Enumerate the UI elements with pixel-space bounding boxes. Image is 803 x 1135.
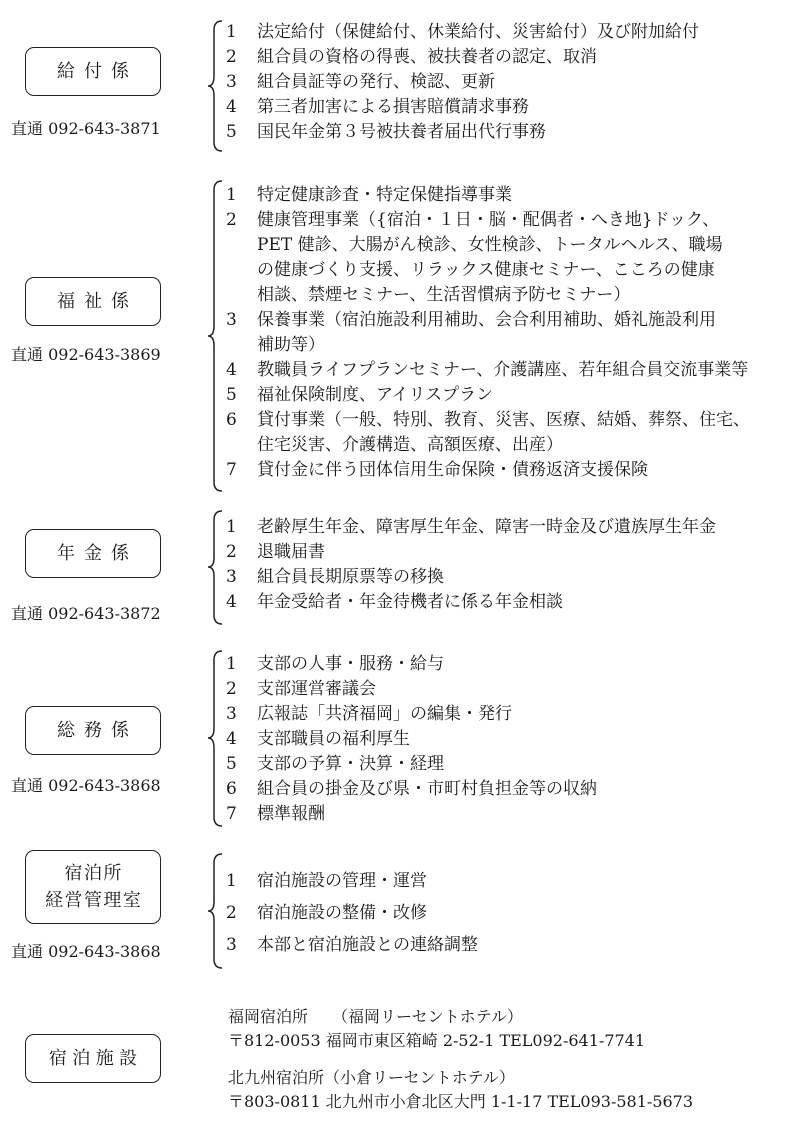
- brace-somu: [208, 650, 224, 827]
- list-item: 4 第三者加害による損害賠償請求事務: [226, 97, 529, 117]
- list-item: 3 組合員証等の発行、検認、更新: [226, 72, 495, 92]
- facility-address: 〒812-0053 福岡市東区箱崎 2-52-1 TEL092-641-7741: [228, 1031, 646, 1050]
- list-item: 7 標準報酬: [226, 804, 325, 824]
- list-item: 1 支部の人事・服務・給与: [226, 654, 444, 674]
- phone-kyufu: 直通 092-643-3871: [11, 119, 161, 138]
- list-item: 2 退職届書: [226, 542, 325, 562]
- duty-list-shukuhakujo: [226, 869, 478, 965]
- section-label-somu: 総務係: [25, 706, 161, 755]
- list-item: 3 広報誌「共済福岡」の編集・発行: [226, 704, 512, 724]
- brace-nenkin: [208, 510, 224, 625]
- list-item: 5 福祉保険制度、アイリスプラン: [226, 385, 494, 405]
- section-label-kyufu: 給付係: [25, 47, 161, 96]
- duty-list-somu: [226, 652, 597, 827]
- list-item: 3 保養事業（宿泊施設利用補助、会合利用補助、婚礼施設利用 補助等）: [226, 310, 716, 355]
- list-item: 2 支部運営審議会: [226, 679, 376, 699]
- phone-somu: 直通 092-643-3868: [11, 776, 161, 795]
- facility-fukuoka: [228, 1005, 645, 1053]
- section-label-facilities: 宿泊施設: [25, 1034, 161, 1083]
- facility-address: 〒803-0811 北九州市小倉北区大門 1-1-17 TEL093-581-5673: [228, 1092, 694, 1111]
- list-item: 4 教職員ライフプランセミナー、介護講座、若年組合員交流事業等: [226, 360, 749, 380]
- brace-fukushi: [208, 180, 224, 492]
- list-item: 5 国民年金第３号被扶養者届出代行事務: [226, 122, 546, 142]
- list-item: 3 本部と宿泊施設との連絡調整: [226, 935, 478, 955]
- list-item: 6 貸付事業（一般、特別、教育、災害、医療、結婚、葬祭、住宅、 住宅災害、介護構造、高額医療、出産）: [226, 410, 750, 455]
- list-item: 5 支部の予算・決算・経理: [226, 754, 444, 774]
- list-item: 1 法定給付（保健給付、休業給付、災害給付）及び附加給付: [226, 22, 699, 42]
- phone-fukushi: 直通 092-643-3869: [11, 345, 161, 364]
- list-item: 3 組合員長期原票等の移換: [226, 567, 444, 587]
- list-item: 1 宿泊施設の管理・運営: [226, 871, 427, 891]
- brace-kyufu: [208, 20, 224, 152]
- list-item: 4 年金受給者・年金待機者に係る年金相談: [226, 592, 563, 612]
- phone-shukuhakujo: 直通 092-643-3868: [11, 942, 161, 961]
- section-label-fukushi: 福祉係: [25, 277, 161, 326]
- list-item: 4 支部職員の福利厚生: [226, 729, 410, 749]
- list-item: 6 組合員の掛金及び県・市町村負担金等の収納: [226, 779, 597, 799]
- duty-list-fukushi: [226, 183, 750, 483]
- list-item: 2 健康管理事業（{宿泊・１日・脳・配偶者・へき地}ドック、 PET 健診、大腸がん検診、女性検診、トータルヘルス、職場 の健康づくり支援、リラックス健康セミナー、こころの健康 相談、禁煙セミナー、生活習慣病予防セミナー）: [226, 210, 723, 305]
- list-item: 1 特定健康診査・特定保健指導事業: [226, 185, 512, 205]
- duty-list-nenkin: [226, 515, 716, 615]
- facility-name: 福岡宿泊所 （福岡リーセントホテル）: [228, 1007, 523, 1026]
- brace-shukuhakujo: [208, 853, 224, 970]
- section-label-nenkin: 年金係: [25, 529, 161, 578]
- list-item: 2 組合員の資格の得喪、被扶養者の認定、取消: [226, 47, 597, 67]
- duty-list-kyufu: [226, 20, 699, 145]
- list-item: 2 宿泊施設の整備・改修: [226, 903, 427, 923]
- facility-kitakyushu: [228, 1066, 693, 1114]
- facility-name: 北九州宿泊所（小倉リーセントホテル）: [228, 1068, 515, 1087]
- list-item: 1 老齢厚生年金、障害厚生年金、障害一時金及び遺族厚生年金: [226, 517, 716, 537]
- phone-nenkin: 直通 092-643-3872: [11, 604, 161, 623]
- list-item: 7 貸付金に伴う団体信用生命保険・債務返済支援保険: [226, 460, 648, 480]
- section-label-shukuhakujo: 宿泊所 経営管理室: [25, 850, 161, 924]
